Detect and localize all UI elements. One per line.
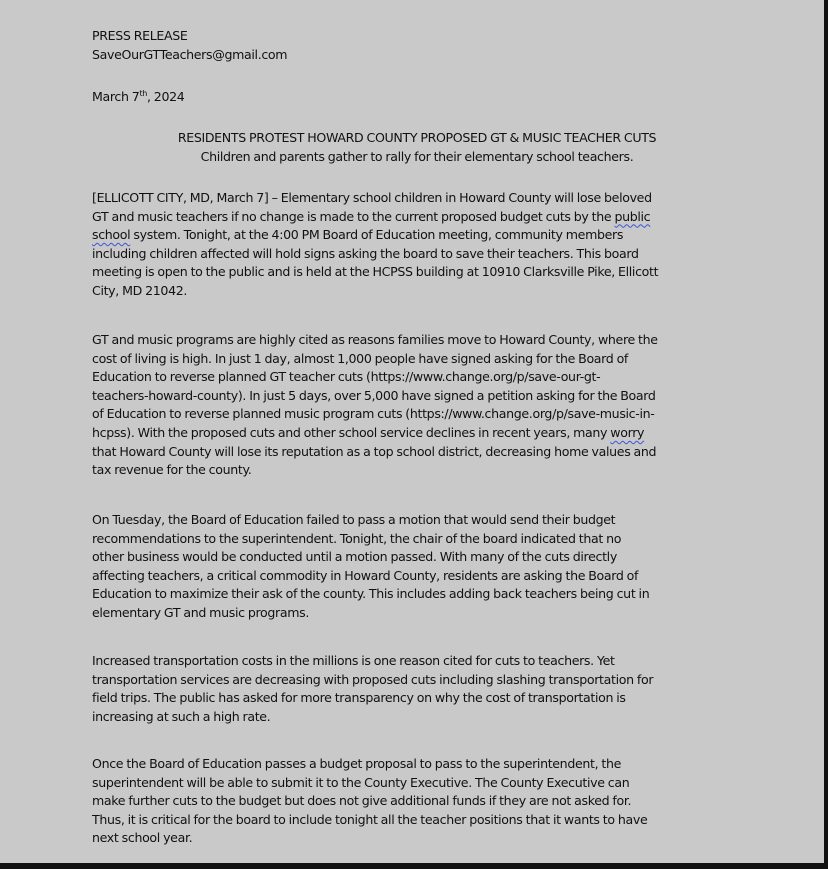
headline-subtitle: Children and parents gather to rally for their elementary school teachers.	[200, 148, 634, 164]
paragraph-line: Thus, it is critical for the board to include tonight all the teacher positions that it wants to have	[92, 811, 648, 827]
spellcheck-underline: public	[614, 208, 651, 224]
press-release-header	[92, 27, 742, 64]
paragraph-4	[92, 652, 742, 726]
paragraph-line: superintendent will be able to submit it to the County Executive. The County Executive can	[92, 774, 630, 790]
paragraph-line: Once the Board of Education passes a budget proposal to pass to the superintendent, the	[92, 756, 621, 771]
paragraph-line: GT and music programs are highly cited as reasons families move to Howard County, where the	[92, 332, 658, 347]
paragraph-line: school system. Tonight, at the 4:00 PM Board of Education meeting, community members	[92, 227, 624, 243]
paragraph-line: other business would be conducted until a motion passed. With many of the cuts directly	[92, 549, 617, 565]
paragraph-line: of Education to reverse planned music program cuts (https://www.change.org/p/save-music-in-	[92, 406, 655, 422]
press-release-label: PRESS RELEASE	[92, 28, 188, 43]
paragraph-line: field trips. The public has asked for more transparency on why the cost of transportation is	[92, 690, 626, 706]
paragraph-3	[92, 511, 742, 623]
headline-title: RESIDENTS PROTEST HOWARD COUNTY PROPOSED GT & MUSIC TEACHER CUTS	[177, 130, 657, 145]
paragraph-line: affecting teachers, a critical commodity in Howard County, residents are asking the Board of	[92, 567, 639, 583]
date-year: , 2024	[146, 89, 185, 104]
paragraph-line: Education to reverse planned GT teacher cuts (https://www.change.org/p/save-our-gt-	[92, 369, 601, 385]
paragraph-line: that Howard County will lose its reputation as a top school district, decreasing home values and	[92, 443, 657, 459]
paragraph-line: next school year.	[92, 830, 193, 846]
paragraph-line: hcpss). With the proposed cuts and other school service declines in recent years, many worry	[92, 424, 645, 440]
paragraph-line: Increased transportation costs in the millions is one reason cited for cuts to teachers. Yet	[92, 653, 615, 668]
paragraph-5	[92, 755, 742, 848]
paragraph-1	[92, 189, 742, 301]
paragraph-line: elementary GT and music programs.	[92, 604, 309, 620]
paragraph-line: meeting is open to the public and is held at the HCPSS building at 10910 Clarksville Pike, Ellicott	[92, 264, 659, 280]
paragraph-line: cost of living is high. In just 1 day, almost 1,000 people have signed asking for the Board of	[92, 350, 629, 366]
spellcheck-underline: worry	[610, 424, 645, 440]
paragraph-line: recommendations to the superintendent. Tonight, the chair of the board indicated that no	[92, 530, 622, 546]
paragraph-line: transportation services are decreasing with proposed cuts including slashing transportation for	[92, 671, 654, 687]
paragraph-line: Education to maximize their ask of the county. This includes adding back teachers being cut in	[92, 586, 650, 602]
date-month-day: March 7	[92, 89, 140, 104]
paragraph-line: increasing at such a high rate.	[92, 708, 271, 724]
paragraph-line: teachers-howard-county). In just 5 days, over 5,000 have signed a petition asking for the Board	[92, 387, 656, 403]
headline	[92, 129, 742, 166]
paragraph-line: City, MD 21042.	[92, 282, 188, 298]
paragraph-line: GT and music teachers if no change is made to the current proposed budget cuts by the public	[92, 208, 651, 224]
paragraph-line: make further cuts to the budget but does not give additional funds if they are not asked for.	[92, 793, 632, 809]
date-ordinal: th	[139, 89, 147, 98]
spellcheck-underline: school	[92, 227, 131, 243]
contact-email: SaveOurGTTeachers@gmail.com	[92, 46, 288, 62]
release-date	[92, 88, 742, 107]
paragraph-line: tax revenue for the county.	[92, 462, 252, 478]
paragraph-2	[92, 331, 742, 480]
paragraph-line: including children affected will hold signs asking the board to save their teachers. This board	[92, 245, 639, 261]
paragraph-line: [ELLICOTT CITY, MD, March 7] – Elementary school children in Howard County will lose beloved	[92, 190, 652, 205]
paragraph-line: On Tuesday, the Board of Education failed to pass a motion that would send their budget	[92, 512, 616, 527]
